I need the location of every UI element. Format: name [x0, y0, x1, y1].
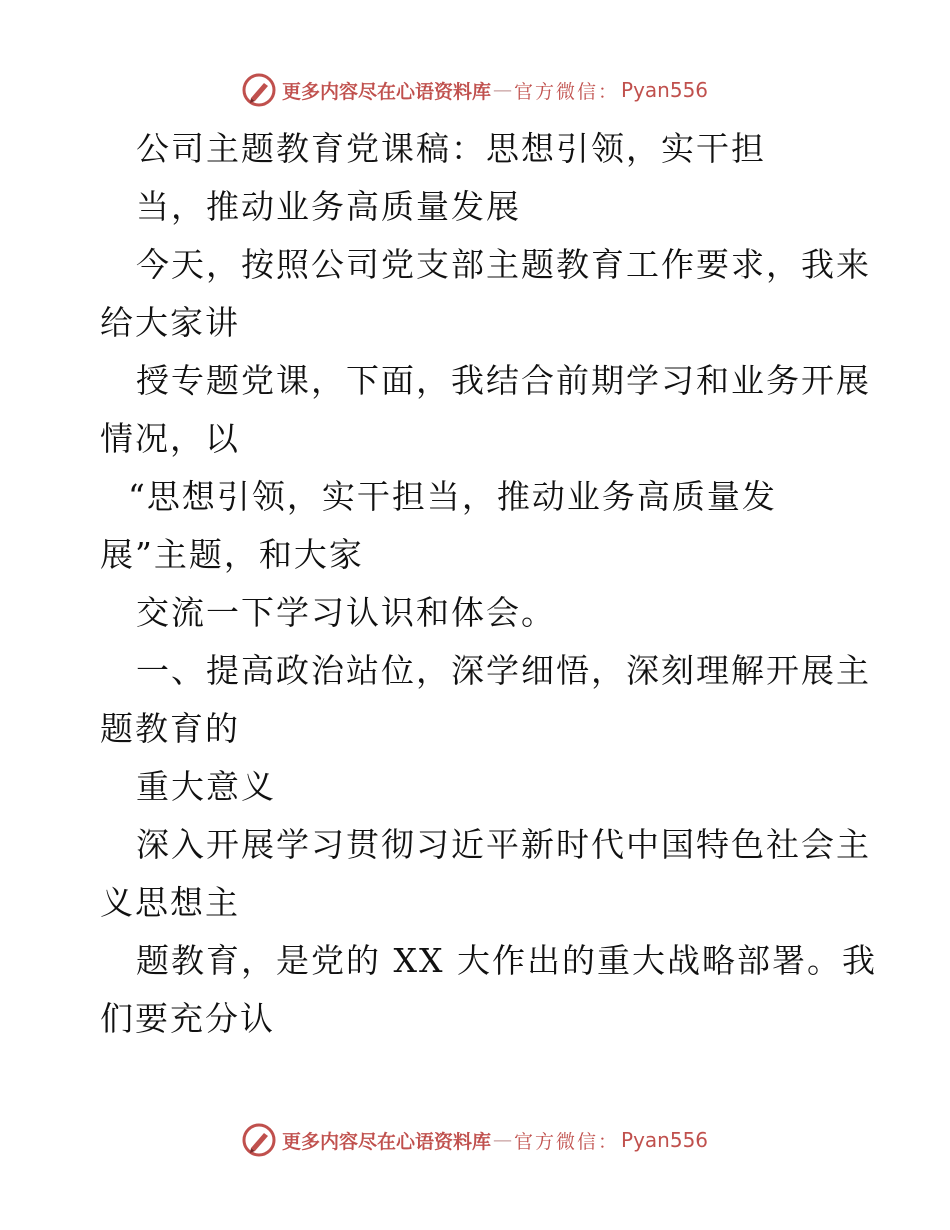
- banner-colon: ：: [598, 80, 618, 103]
- header-banner: [0, 70, 950, 110]
- pen-logo-icon: [242, 1123, 276, 1157]
- title-line-2: 当，推动业务高质量发展: [136, 187, 521, 226]
- banner-official-label: 官方微信: [513, 1130, 598, 1153]
- paragraph-line: 情况，以: [100, 419, 240, 458]
- footer-banner: [0, 1120, 950, 1160]
- paragraph-line: 给大家讲: [100, 303, 240, 342]
- paragraph-line: “思想引领，实干担当，推动业务高质量发: [128, 477, 777, 516]
- paragraph-line: 展”主题，和大家: [100, 535, 364, 574]
- paragraph-line: 们要充分认: [100, 999, 275, 1038]
- banner-text: 更多内容尽在心语资料库: [281, 80, 491, 103]
- section-heading-line: 一、提高政治站位，深学细悟，深刻理解开展主: [136, 651, 871, 690]
- title-line-1: 公司主题教育党课稿：思想引领，实干担: [136, 129, 766, 168]
- banner-wechat-id: Pyan556: [621, 78, 709, 102]
- paragraph-line: 交流一下学习认识和体会。: [136, 593, 556, 632]
- pen-logo-icon: [242, 73, 276, 107]
- section-heading-line: 重大意义: [136, 767, 276, 806]
- section-heading-line: 题教育的: [100, 709, 240, 748]
- banner-official-label: 官方微信: [513, 80, 598, 103]
- paragraph-line: 深入开展学习贯彻习近平新时代中国特色社会主: [136, 825, 871, 864]
- banner-text: 更多内容尽在心语资料库: [281, 1130, 491, 1153]
- paragraph-line: 今天，按照公司党支部主题教育工作要求，我来: [136, 245, 871, 284]
- banner-colon: ：: [598, 1130, 618, 1153]
- paragraph-line: 题教育，是党的 XX 大作出的重大战略部署。我: [136, 941, 877, 980]
- paragraph-line: 义思想主: [100, 883, 240, 922]
- paragraph-line: 授专题党课，下面，我结合前期学习和业务开展: [136, 361, 871, 400]
- banner-separator: —: [492, 79, 512, 101]
- banner-separator: —: [492, 1129, 512, 1151]
- banner-wechat-id: Pyan556: [621, 1128, 709, 1152]
